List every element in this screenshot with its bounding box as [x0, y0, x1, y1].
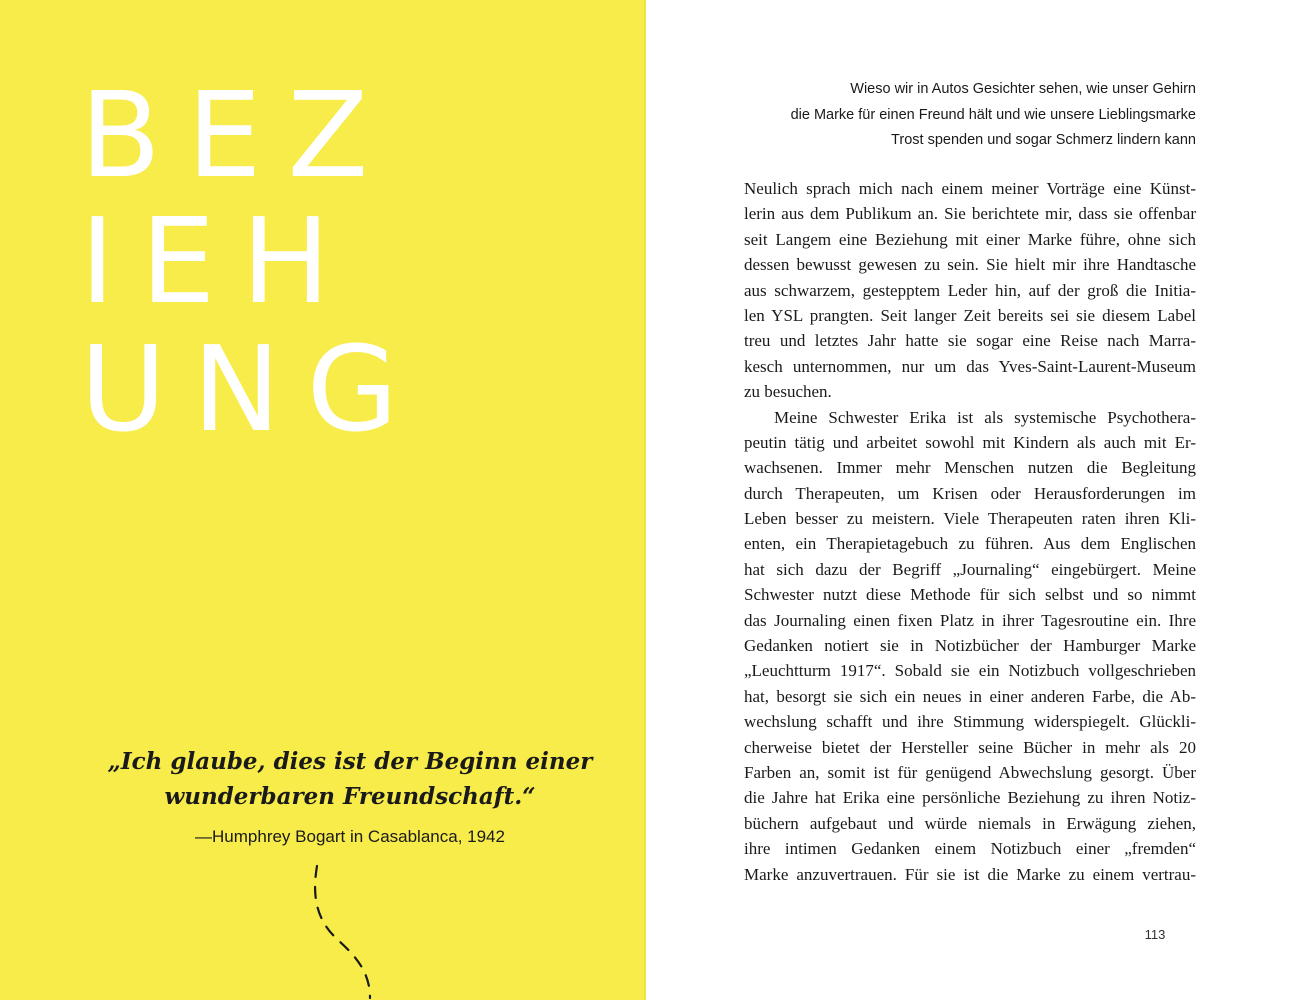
body-line: enten, ein Therapietagebuch zu führen. Aus dem Englischen [744, 534, 1196, 554]
body-line: hat, besorgt sie sich ein neues in einer anderen Farbe, die Ab- [744, 686, 1196, 706]
body-line: dessen bewusst gewesen zu sein. Sie hielt mir ihre Handtasche [744, 255, 1196, 275]
body-line: aus schwarzem, gestepptem Leder hin, auf der groß die Initia- [744, 280, 1196, 300]
body-line: ihre intimen Gedanken einem Notizbuch einer „fremden“ [744, 839, 1196, 859]
body-line: durch Therapeuten, um Krisen oder Herausforderungen im [744, 483, 1196, 503]
body-line: Gedanken notiert sie in Notizbücher der Hamburger Marke [744, 636, 1196, 656]
chapter-title-line-2: IEH [80, 192, 357, 330]
subtitle-line: Wieso wir in Autos Gesichter sehen, wie unser Gehirn [850, 81, 1196, 97]
body-line: büchern aufgebaut und würde niemals in Erwägung ziehen, [744, 813, 1196, 833]
body-line: peutin tätig und arbeitet sowohl mit Kindern als auch mit Er- [744, 432, 1196, 452]
body-line: das Journaling einen fixen Platz in ihrer Tagesroutine ein. Ihre [744, 610, 1196, 630]
body-line: wechslung schafft und ihre Stimmung widerspiegelt. Glückli- [744, 712, 1196, 732]
body-line: „Leuchtturm 1917“. Sobald sie ein Notizbuch vollgeschrieben [744, 661, 1196, 681]
body-text [744, 176, 1196, 887]
body-line: Schwester nutzt diese Methode für sich selbst und so nimmt [744, 585, 1196, 605]
subtitle-line: die Marke für einen Freund hält und wie unsere Lieblingsmarke [790, 106, 1196, 123]
epigraph-attribution: —Humphrey Bogart in Casablanca, 1942 [195, 827, 505, 846]
chapter-title-line-1: BEZ [80, 66, 395, 204]
body-line: len YSL prangten. Seit langer Zeit bereits sei sie diesem Label [744, 305, 1196, 325]
left-page [0, 0, 646, 1000]
body-line: zu besuchen. [744, 382, 832, 402]
body-line: treu und letztes Jahr hatte sie sogar eine Reise nach Marra- [744, 331, 1196, 351]
body-line: Farben an, somit ist für genügend Abwechslung gesorgt. Über [744, 762, 1196, 782]
body-line: Meine Schwester Erika ist als systemische Psychothera- [774, 407, 1196, 427]
body-line: wachsenen. Immer mehr Menschen nutzen die Begleitung [744, 458, 1196, 478]
body-line: seit Langem eine Beziehung mit einer Marke führe, ohne sich [744, 229, 1196, 249]
subtitle-line: Trost spenden und sogar Schmerz lindern kann [891, 132, 1196, 148]
body-line: cherweise bietet der Hersteller seine Bücher in mehr als 20 [744, 737, 1196, 757]
body-line: die Jahre hat Erika eine persönliche Beziehung zu ihren Notiz- [744, 788, 1196, 808]
body-line: Neulich sprach mich nach einem meiner Vorträge eine Künst- [744, 179, 1196, 198]
body-line: lerin aus dem Publikum an. Sie berichtete mir, dass sie offenbar [744, 204, 1196, 224]
epigraph [60, 744, 640, 847]
chapter-subtitle [700, 77, 1196, 154]
dashed-path-decoration [300, 862, 390, 1000]
body-line: kesch unternommen, nur um das Yves-Saint-Laurent-Museum [744, 356, 1196, 376]
body-line: Leben besser zu meistern. Viele Therapeuten raten ihren Kli- [744, 509, 1196, 529]
page-number: 113 [1144, 927, 1166, 942]
epigraph-quote: „Ich glaube, dies ist der Beginn einer wunderbaren Freundschaft.“ [107, 748, 593, 810]
body-line: hat sich dazu der Begriff „Journaling“ eingebürgert. Meine [744, 559, 1196, 579]
body-line: Marke anzuvertrauen. Für sie ist die Marke zu einem vertrau- [744, 864, 1196, 884]
chapter-title-line-3: UNG [80, 320, 425, 458]
